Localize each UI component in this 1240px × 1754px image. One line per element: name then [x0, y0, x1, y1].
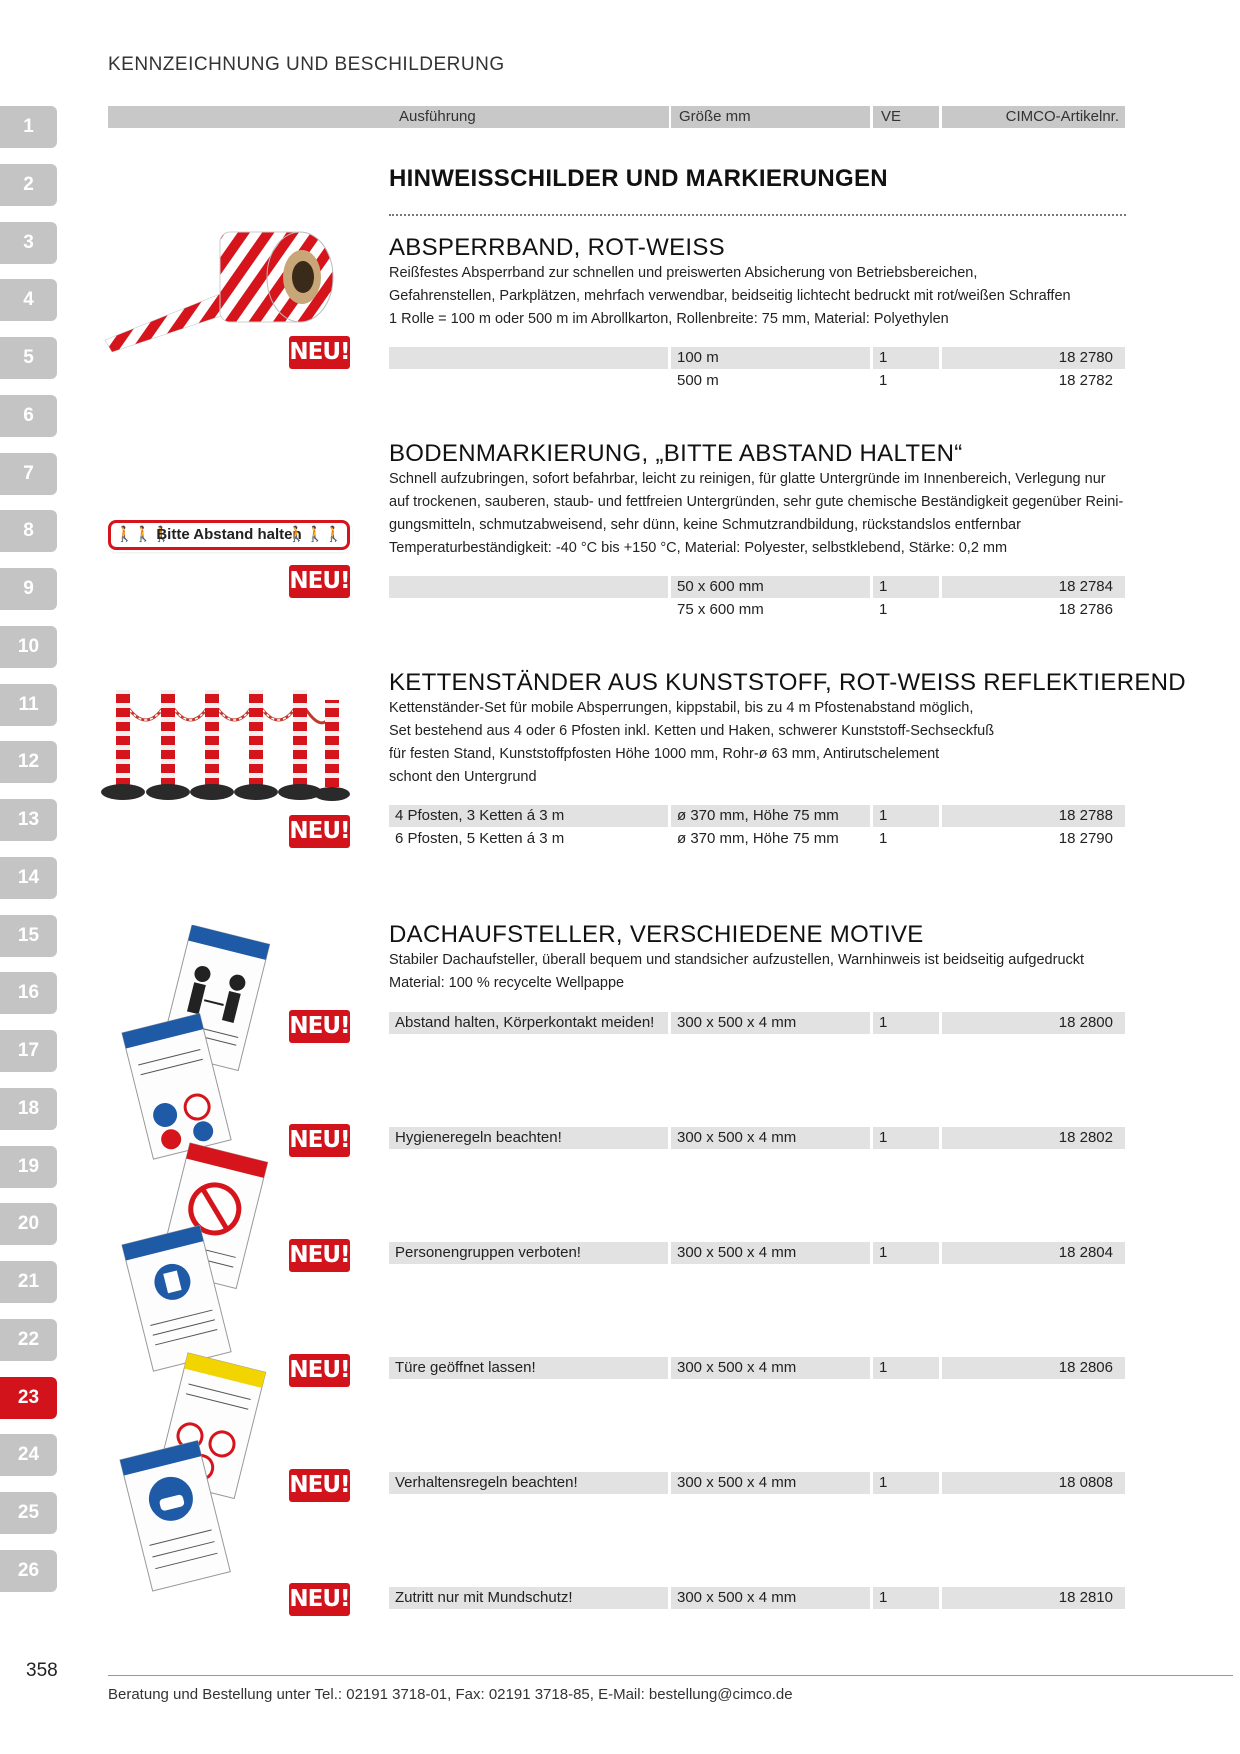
- cell-ausfuehrung: Türe geöffnet lassen!: [389, 1357, 668, 1379]
- table-row[interactable]: [389, 805, 1125, 827]
- chapter-tab[interactable]: 5: [0, 337, 57, 379]
- chapter-tab[interactable]: 8: [0, 510, 57, 552]
- cell-ausfuehrung: [389, 576, 668, 598]
- product-description-kettenstaender: [389, 697, 1129, 789]
- cell-artikelnr: 18 2800: [942, 1012, 1125, 1034]
- cell-artikelnr: 18 2804: [942, 1242, 1125, 1264]
- cell-groesse: ø 370 mm, Höhe 75 mm: [677, 830, 839, 847]
- chapter-tab[interactable]: 10: [0, 626, 57, 668]
- absperrband-roll-image: [100, 220, 345, 355]
- table-row[interactable]: [389, 1127, 1125, 1149]
- cell-groesse: 300 x 500 x 4 mm: [671, 1472, 870, 1494]
- sticker-label: Bitte Abstand halten: [156, 526, 302, 543]
- new-badge: NEU!: [289, 1010, 350, 1043]
- table-row[interactable]: [389, 370, 1125, 392]
- chapter-tab[interactable]: 21: [0, 1261, 57, 1303]
- cell-artikelnr: 18 2810: [942, 1587, 1125, 1609]
- description-line: auf trockenen, sauberen, staub- und fettfreien Untergründen, sehr gute chemische Beständigkeit gegenüber Reini-: [389, 494, 1124, 510]
- table-row[interactable]: [389, 1242, 1125, 1264]
- column-artikelnr: CIMCO-Artikelnr.: [942, 106, 1125, 128]
- new-badge: NEU!: [289, 1469, 350, 1502]
- footer-contact: Beratung und Bestellung unter Tel.: 02191 3718-01, Fax: 02191 3718-85, E-Mail: bestellung@cimco.de: [108, 1686, 793, 1703]
- cell-groesse: 300 x 500 x 4 mm: [671, 1357, 870, 1379]
- cell-artikelnr: 18 2786: [1058, 601, 1113, 618]
- cell-artikelnr: 18 2780: [942, 347, 1125, 369]
- description-line: Reißfestes Absperrband zur schnellen und preiswerten Absicherung von Betriebsbereichen,: [389, 265, 978, 281]
- cell-artikelnr: 18 0808: [942, 1472, 1125, 1494]
- description-line: Schnell aufzubringen, sofort befahrbar, leicht zu reinigen, für glatte Untergründe im Innenbereich, Verlegung nur: [389, 471, 1106, 487]
- cell-groesse: 300 x 500 x 4 mm: [671, 1127, 870, 1149]
- cell-ve: 1: [879, 372, 888, 389]
- column-ausfuehrung: Ausführung: [108, 106, 669, 128]
- description-line: Gefahrenstellen, Parkplätzen, mehrfach verwendbar, beidseitig lichtecht bedruckt mit rot/weißen Schraffen: [389, 288, 1071, 304]
- cell-groesse: 300 x 500 x 4 mm: [671, 1012, 870, 1034]
- new-badge: NEU!: [289, 1239, 350, 1272]
- column-groesse: Größe mm: [671, 106, 870, 128]
- cell-ausfuehrung: Zutritt nur mit Mundschutz!: [389, 1587, 668, 1609]
- table-row[interactable]: [389, 347, 1125, 369]
- cell-ausfuehrung: 6 Pfosten, 5 Ketten á 3 m: [395, 830, 565, 847]
- cell-groesse: 75 x 600 mm: [677, 601, 764, 618]
- chapter-tab[interactable]: 15: [0, 915, 57, 957]
- new-badge: NEU!: [289, 1354, 350, 1387]
- description-line: Stabiler Dachaufsteller, überall bequem und standsicher aufzustellen, Warnhinweis ist beidseitig aufgedruckt: [389, 952, 1085, 968]
- table-row[interactable]: [389, 828, 1125, 850]
- product-title-dachaufsteller: DACHAUFSTELLER, VERSCHIEDENE MOTIVE: [389, 921, 924, 948]
- new-badge: NEU!: [289, 1583, 350, 1616]
- chapter-tab-active[interactable]: 23: [0, 1377, 57, 1419]
- table-row[interactable]: [389, 576, 1125, 598]
- cell-artikelnr: 18 2782: [1058, 372, 1113, 389]
- chapter-tab[interactable]: 16: [0, 972, 57, 1014]
- page-header-title: KENNZEICHNUNG UND BESCHILDERUNG: [108, 54, 505, 75]
- cell-ausfuehrung: 4 Pfosten, 3 Ketten á 3 m: [389, 805, 668, 827]
- description-line: für festen Stand, Kunststoffpfosten Höhe 1000 mm, Rohr-ø 63 mm, Antirutschelement: [389, 746, 940, 762]
- cell-ve: 1: [873, 347, 939, 369]
- chapter-tab[interactable]: 19: [0, 1146, 57, 1188]
- column-ve: VE: [873, 106, 939, 128]
- people-icon: 🚶🚶🚶: [115, 526, 172, 543]
- chapter-tab[interactable]: 18: [0, 1088, 57, 1130]
- description-line: Kettenständer-Set für mobile Absperrungen, kippstabil, bis zu 4 m Pfostenabstand möglich,: [389, 700, 974, 716]
- table-column-header: [108, 106, 1125, 128]
- new-badge: NEU!: [289, 815, 350, 848]
- table-row[interactable]: [389, 599, 1125, 621]
- chapter-tab[interactable]: 12: [0, 741, 57, 783]
- cell-ve: 1: [873, 1127, 939, 1149]
- description-line: Set bestehend aus 4 oder 6 Pfosten inkl. Ketten und Haken, schwerer Kunststoff-Sechseckfuß: [389, 723, 995, 739]
- chapter-tab[interactable]: 4: [0, 279, 57, 321]
- product-description-dachaufsteller: [389, 949, 1129, 995]
- description-line: Temperaturbeständigkeit: -40 °C bis +150 °C, Material: Polyester, selbstklebend, Stärke: 0,2 mm: [389, 540, 1008, 556]
- cell-groesse: 300 x 500 x 4 mm: [671, 1242, 870, 1264]
- cell-artikelnr: 18 2806: [942, 1357, 1125, 1379]
- cell-groesse: 500 m: [677, 372, 719, 389]
- chapter-tab[interactable]: 1: [0, 106, 57, 148]
- cell-ve: 1: [873, 805, 939, 827]
- product-description-absperrband: [389, 262, 1129, 331]
- cell-groesse: 100 m: [671, 347, 870, 369]
- kettenstaender-posts-image: [100, 680, 352, 810]
- table-row[interactable]: [389, 1012, 1125, 1034]
- table-row[interactable]: [389, 1587, 1125, 1609]
- cell-groesse: ø 370 mm, Höhe 75 mm: [671, 805, 870, 827]
- chapter-tab[interactable]: 14: [0, 857, 57, 899]
- description-line: Material: 100 % recycelte Wellpappe: [389, 975, 625, 991]
- cell-ausfuehrung: [389, 370, 668, 392]
- chapter-tab[interactable]: 2: [0, 164, 57, 206]
- cell-artikelnr: 18 2790: [1058, 830, 1113, 847]
- product-title-kettenstaender: KETTENSTÄNDER AUS KUNSTSTOFF, ROT-WEISS REFLEKTIEREND: [389, 669, 1186, 696]
- chapter-tab[interactable]: 20: [0, 1203, 57, 1245]
- chapter-tab[interactable]: 26: [0, 1550, 57, 1592]
- chapter-tab[interactable]: 11: [0, 684, 57, 726]
- description-line: schont den Untergrund: [389, 769, 537, 785]
- bodenmarkierung-sticker-image: [108, 520, 350, 550]
- cell-ve: 1: [873, 1587, 939, 1609]
- cell-groesse: 300 x 500 x 4 mm: [671, 1587, 870, 1609]
- chapter-tab[interactable]: 13: [0, 799, 57, 841]
- page-number: 358: [26, 1660, 58, 1681]
- new-badge: NEU!: [289, 336, 350, 369]
- chapter-tab[interactable]: 3: [0, 222, 57, 264]
- table-row[interactable]: [389, 1357, 1125, 1379]
- table-row[interactable]: [389, 1472, 1125, 1494]
- cell-ve: 1: [873, 1242, 939, 1264]
- cell-ve: 1: [873, 576, 939, 598]
- cell-ausfuehrung: Personengruppen verboten!: [389, 1242, 668, 1264]
- product-title-absperrband: ABSPERRBAND, ROT-WEISS: [389, 234, 725, 261]
- cell-ausfuehrung: [389, 599, 668, 621]
- cell-ve: 1: [879, 601, 888, 618]
- chapter-tab[interactable]: 7: [0, 453, 57, 495]
- cell-ausfuehrung: Abstand halten, Körperkontakt meiden!: [389, 1012, 668, 1034]
- cell-ve: 1: [873, 1472, 939, 1494]
- chapter-tab[interactable]: 9: [0, 568, 57, 610]
- people-icon: 🚶🚶🚶: [286, 526, 343, 543]
- cell-artikelnr: 18 2788: [942, 805, 1125, 827]
- footer-divider: [108, 1675, 1233, 1676]
- chapter-tab[interactable]: 24: [0, 1434, 57, 1476]
- cell-ve: 1: [873, 1012, 939, 1034]
- description-line: gungsmitteln, schmutzabweisend, sehr dünn, keine Schmutzrandbildung, rückstandslos entfernbar: [389, 517, 1021, 533]
- description-line: 1 Rolle = 100 m oder 500 m im Abrollkarton, Rollenbreite: 75 mm, Material: Polyethylen: [389, 311, 949, 327]
- cell-ve: 1: [879, 830, 888, 847]
- section-divider: [389, 214, 1126, 216]
- product-title-bodenmarkierung: BODENMARKIERUNG, „BITTE ABSTAND HALTEN“: [389, 440, 963, 467]
- cell-ausfuehrung: [389, 347, 668, 369]
- cell-ausfuehrung: Hygieneregeln beachten!: [389, 1127, 668, 1149]
- chapter-tab[interactable]: 25: [0, 1492, 57, 1534]
- new-badge: NEU!: [289, 565, 350, 598]
- cell-groesse: 50 x 600 mm: [671, 576, 870, 598]
- dachaufsteller-signs-image: [92, 925, 292, 1635]
- section-title: HINWEISSCHILDER UND MARKIERUNGEN: [389, 165, 888, 192]
- cell-ve: 1: [873, 1357, 939, 1379]
- chapter-tab[interactable]: 22: [0, 1319, 57, 1361]
- chapter-tab[interactable]: 17: [0, 1030, 57, 1072]
- product-description-bodenmarkierung: [389, 468, 1129, 560]
- cell-artikelnr: 18 2802: [942, 1127, 1125, 1149]
- new-badge: NEU!: [289, 1124, 350, 1157]
- cell-ausfuehrung: Verhaltensregeln beachten!: [389, 1472, 668, 1494]
- cell-artikelnr: 18 2784: [942, 576, 1125, 598]
- chapter-tab[interactable]: 6: [0, 395, 57, 437]
